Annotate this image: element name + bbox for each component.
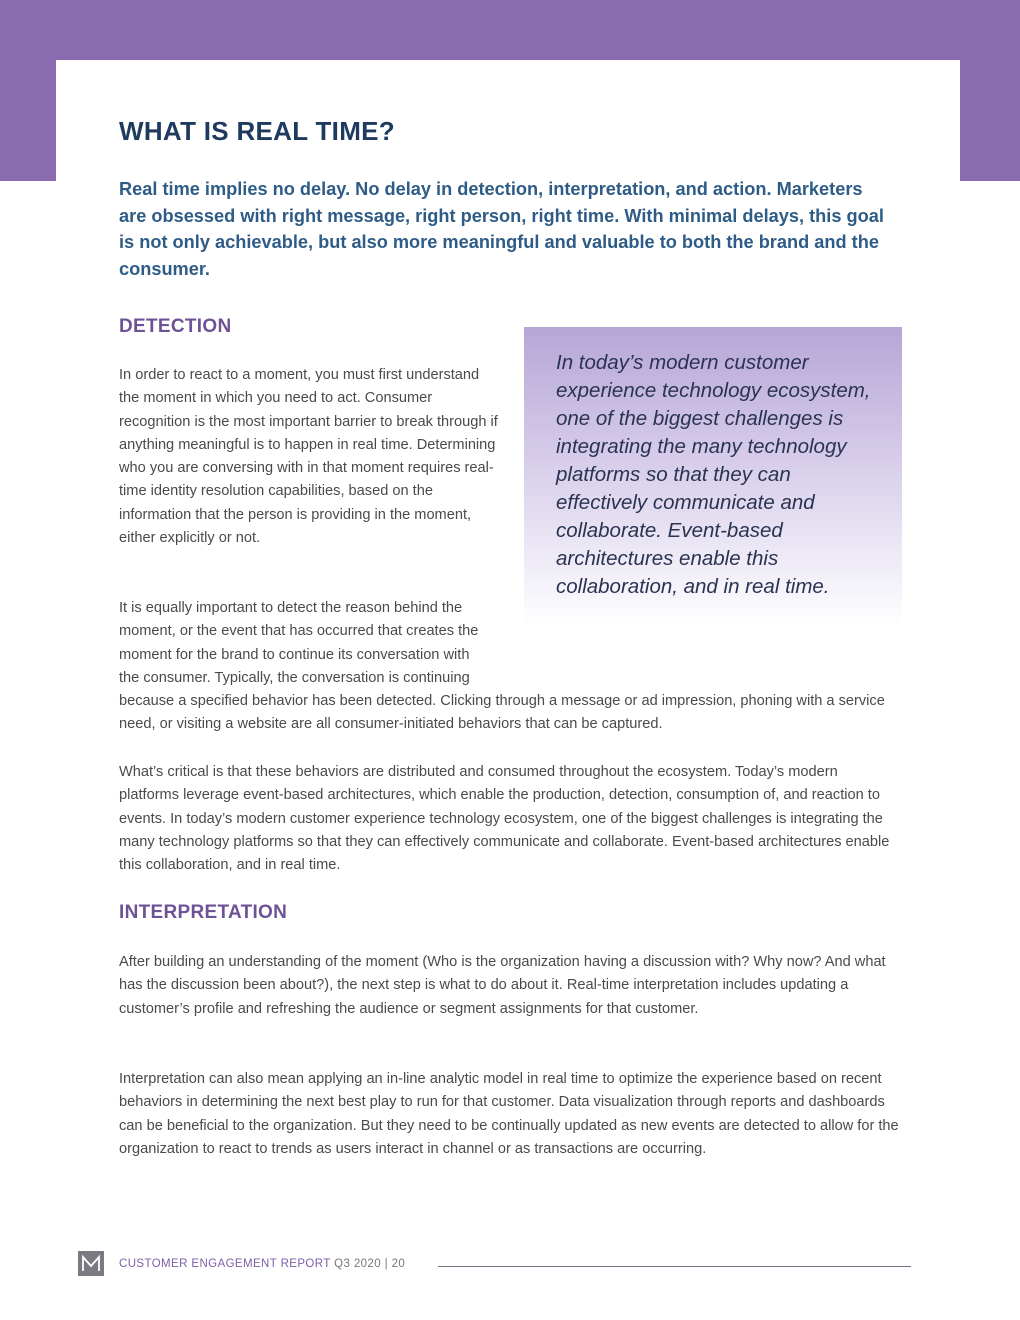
- footer-period: Q3 2020: [334, 1258, 382, 1270]
- footer-rule: [438, 1266, 911, 1267]
- detection-paragraph-3: What’s critical is that these behaviors are distributed and consumed throughout the ecosystem. Today’s modern platforms leverage event-based architectures, which enable the production, detection, consumption of, and reaction to events. In today’s modern customer experience technology ecosystem, one of the biggest challenges is integrating the many technology platforms so that they can effectively communicate and collaborate. Event-based architectures enable this collaboration, and in real time.: [119, 764, 890, 874]
- footer-page-number: 20: [391, 1258, 406, 1270]
- intro-paragraph: Real time implies no delay. No delay in detection, interpretation, and action. Marketers are obsessed with right message, right person, right time. With minimal delays, this goal is not only achievable, but also more meaningful and valuable to both the brand and the consumer.: [119, 179, 884, 280]
- m-logo-icon: [78, 1251, 104, 1276]
- footer-report-name: CUSTOMER ENGAGEMENT REPORT: [119, 1258, 331, 1270]
- interpretation-paragraph-2: Interpretation can also mean applying an in-line analytic model in real time to optimize the experience based on recent behaviors in determining the next best play to run for that customer. Data visualization through reports and dashboards can be beneficial to the organization. But they need to be continually updated as new events are detected to allow for the organization to react to trends as users interact in channel or as transactions are occurring.: [119, 1071, 899, 1157]
- pull-quote: [524, 327, 902, 627]
- interpretation-heading: INTERPRETATION: [119, 902, 288, 923]
- footer-label: [119, 1258, 405, 1270]
- detection-heading: DETECTION: [119, 316, 232, 337]
- interpretation-paragraph-1: After building an understanding of the moment (Who is the organization having a discussion with? Why now? And what has the discussion been about?), the next step is what to do about it. Real-time interpretation includes updating a customer’s profile and refreshing the audience or segment assignments for that customer.: [119, 954, 886, 1017]
- footer-separator: |: [384, 1258, 389, 1270]
- detection-paragraph-2: It is equally important to detect the reason behind the moment, or the event that has occurred that creates the moment for the brand to continue its conversation with the consumer. Typically, the conversation is continuing because a specified behavior has been detected. Clicking through a message or ad impression, phoning with a service need, or visiting a website are all consumer-initiated behaviors that can be captured.: [119, 600, 885, 733]
- page-title: WHAT IS REAL TIME?: [119, 116, 395, 146]
- pull-quote-text: In today’s modern customer experience technology ecosystem, one of the biggest challenges is integrating the many technology platforms so that they can effectively communicate and collaborate. Event-based architectures enable this collaboration, and in real time.: [556, 351, 871, 598]
- detection-paragraph-1: In order to react to a moment, you must first understand the moment in which you need to act. Consumer recognition is the most important barrier to break through if anything meaningful is to happen in real time. Determining who you are conversing with in that moment requires real-time identity resolution capabilities, based on the information that the person is providing in the moment, either explicitly or not.: [119, 367, 498, 547]
